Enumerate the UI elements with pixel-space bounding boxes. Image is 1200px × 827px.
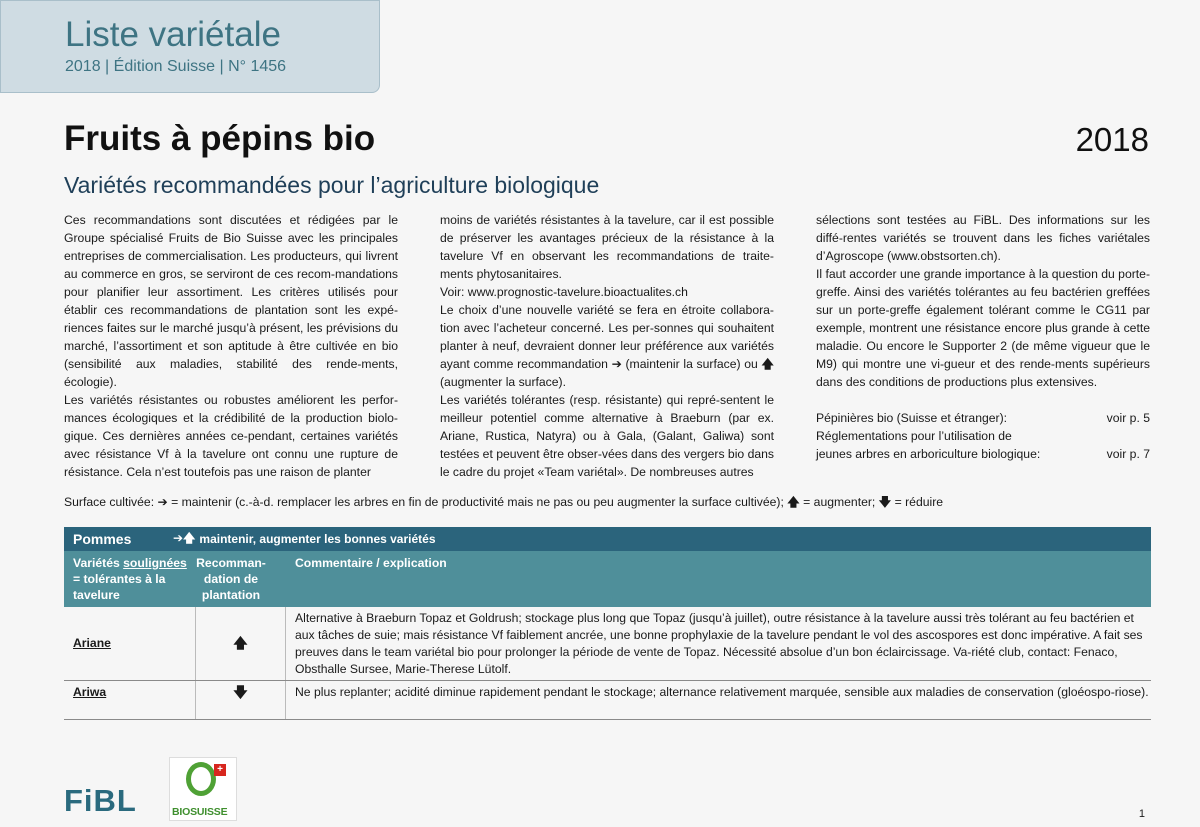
- reference-page: voir p. 7: [1106, 447, 1150, 461]
- category-label: Pommes: [73, 531, 132, 547]
- column-1: [64, 211, 398, 481]
- swiss-cross-icon: +: [214, 764, 226, 776]
- column-header-comment: Commentaire / explication: [295, 556, 447, 570]
- category-recommendation: maintenir, augmenter les bonnes variétés: [199, 532, 436, 546]
- category-arrows-icon: ➔🡅: [173, 530, 196, 545]
- paragraph: moins de variétés résistantes à la tavelure, car il est possible de préserver les avantages précieux de la résistance à la tavelure Vf en observant les recommandations de traite-ments phytosanitaires.: [440, 213, 774, 281]
- header-text: Variétés: [73, 556, 124, 570]
- arrow-down-icon: 🡇: [878, 495, 892, 509]
- reference-row: [816, 409, 1150, 427]
- reference-label: Réglementations pour l’utilisation de: [816, 429, 1012, 443]
- reference-label: jeunes arbres en arboriculture biologique:: [816, 447, 1041, 461]
- legend-prefix: Surface cultivée:: [64, 495, 155, 509]
- arrow-right-icon: ➔: [611, 357, 622, 371]
- column-3: [816, 211, 1150, 481]
- paragraph: Les variétés tolérantes (resp. résistante) qui repré-sentent le meilleur potentiel comme alternative à Braeburn (par ex. Ariane, Rustica, Natyra) ou à Gala, (Galant, Galiwa) sont testées et peuvent être obser-vées dans des vergers bio dans le cadre du projet «Team variétal». De nombreuses autres: [440, 393, 775, 479]
- paragraph-link[interactable]: Voir: www.prognostic-tavelure.bioactualites.ch: [440, 285, 688, 299]
- variety-comment: Alternative à Braeburn Topaz et Goldrush; stockage plus long que Topaz (jusqu’à juillet), outre résistance à la tavelure aussi très tolérant au feu bactérien et aux tâches de suie; mais résistance Vf faiblement ancrée, une bonne prophylaxie de la tavelure pendant le vol des ascospores est donc impérative. A fait ses preuves dans le team variétal bio pour prolonger la période de vente de Topaz. Nécessité absolue d’un bon éclaircissage. Va-riété club, contact: Fenaco, Obsthalle Sursee, Marie-Therese Lütolf.: [295, 611, 1143, 676]
- legend-text: = réduire: [894, 495, 944, 509]
- table-row: [64, 607, 1151, 681]
- variety-name: Ariwa: [64, 681, 196, 719]
- table-category-header: [64, 527, 1151, 551]
- reference-label: Pépinières bio (Suisse et étranger):: [816, 411, 1008, 425]
- paragraph: [440, 301, 774, 391]
- arrow-up-icon: 🡅: [196, 607, 286, 680]
- variety-name: Ariane: [64, 607, 196, 680]
- arrow-right-icon: ➔: [157, 495, 168, 509]
- header-text: = tolérantes à la tavelure: [73, 572, 166, 602]
- variety-table: [64, 527, 1151, 720]
- biosuisse-logo: [169, 757, 237, 821]
- edition-info: 2018 | Édition Suisse | N° 1456: [65, 58, 287, 75]
- paragraph: sélections sont testées au FiBL. Des informations sur les diffé-rentes variétés se trouvent dans les fiches variétales d’Agroscope (www.obstsorten.ch).: [816, 213, 1150, 263]
- reference-page: voir p. 5: [1106, 411, 1150, 425]
- legend-text: = augmenter;: [803, 495, 876, 509]
- arrow-down-icon: 🡇: [196, 681, 286, 719]
- paragraph-text: (augmenter la surface).: [440, 375, 566, 389]
- paragraph: Il faut accorder une grande importance à la question du porte-greffe. Ainsi des variétés tolérantes au feu bactérien greffées sur un porte-greffe également tolérant comme le CG11 par exemple, montrent une résistance encore plus grande à cette maladie. Ou encore le Supporter 2 (de même vigueur que le M9) qui montre une vi-gueur et des rende-ments supérieurs dans des conditions de productions plus extensives.: [816, 267, 1151, 389]
- table-row: [64, 681, 1151, 720]
- variety-comment: Ne plus replanter; acidité diminue rapidement pendant le stockage; alternance relativement marquée, sensible aux maladies de conservation (gloéospo-riose).: [295, 685, 1149, 699]
- table-column-headers: [64, 551, 1151, 607]
- arrow-up-icon: 🡅: [787, 495, 800, 509]
- paragraph: Ces recommandations sont discutées et rédigées par le Groupe spécialisé Fruits de Bio Suisse avec les principales entreprises de commercialisation. Les producteurs, qui livrent au commerce en gros, se serviront de ces recom-mandations pour planifier leur assortiment. Les critères utilisés pour établir ces recommandations de plantation sont les expé-riences faites sur le marché jusqu’à présent, les prévisions du marché, l’assortiment et son aptitude à être cultivée en bio (sensibilité aux maladies, stabilité des rende-ments, écologie).: [64, 213, 398, 389]
- reference-row: [816, 445, 1150, 463]
- page-title: Fruits à pépins bio: [64, 119, 376, 158]
- legend: [64, 493, 1150, 511]
- bud-icon: [186, 762, 216, 796]
- arrow-up-icon: 🡅: [761, 357, 775, 371]
- page-subtitle: Variétés recommandées pour l’agriculture biologique: [64, 172, 600, 198]
- header-text-underlined: soulignées: [123, 556, 187, 570]
- column-2: [440, 211, 774, 481]
- column-header-recommendation: Recomman-dation de plantation: [196, 556, 266, 602]
- paragraph-text: Le choix d’une nouvelle variété se fera en étroite collabora-tion avec l’acheteur concerné. Les per-sonnes qui souhaitent planter à neuf, devraient donner leur préférence aux variétés ayant comme recommandation: [440, 303, 774, 371]
- paragraph: Les variétés résistantes ou robustes améliorent les perfor-mances écologiques et la crédibilité de la production biolo-gique. Ces dernières années ce-pendant, certaines variétés avec résistance Vf à la tavelure ont connu une rupture de résistance. Cela n’est toutefois pas une raison de planter: [64, 393, 398, 479]
- header-tab: [0, 0, 380, 93]
- intro-columns: [64, 211, 1150, 481]
- legend-text: = maintenir (c.-à-d. remplacer les arbres en fin de productivité mais ne pas ou peu augmenter la surface cultivée);: [171, 495, 784, 509]
- biosuisse-wordmark: BIOSUISSE: [172, 806, 228, 818]
- page-year: 2018: [1075, 121, 1149, 158]
- page-references: [816, 409, 1150, 463]
- fibl-logo: FiBL: [64, 783, 137, 818]
- page-number: 1: [1138, 808, 1145, 820]
- column-header-variety: [64, 551, 187, 607]
- document-series-title: Liste variétale: [65, 15, 281, 54]
- paragraph-text: (maintenir la surface) ou: [625, 357, 758, 371]
